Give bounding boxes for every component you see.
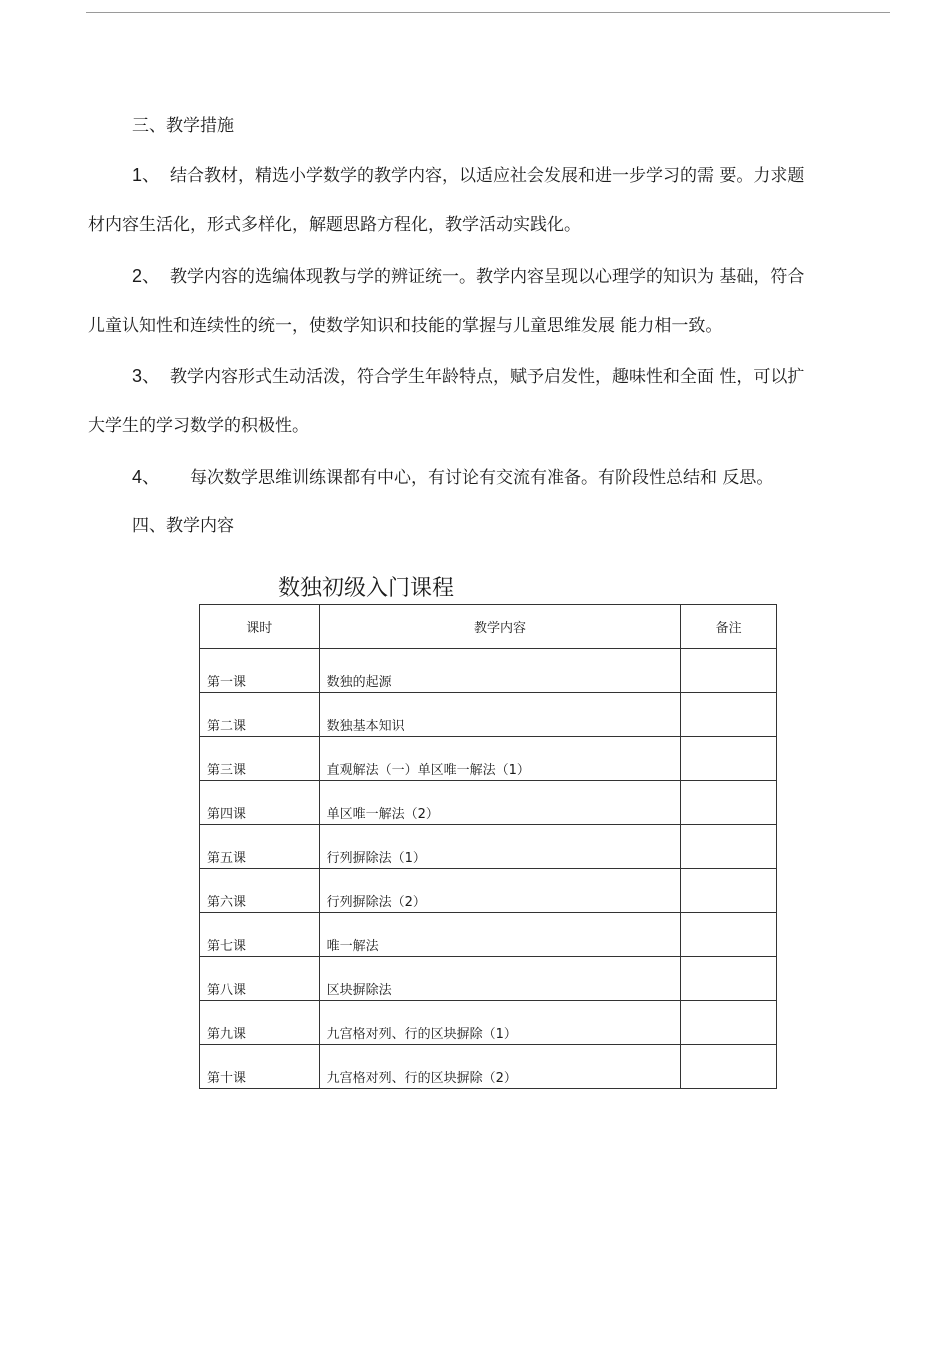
table-row xyxy=(200,1001,777,1045)
note-cell xyxy=(681,825,777,869)
column-header-content: 教学内容 xyxy=(319,605,681,649)
note-cell xyxy=(681,913,777,957)
measure-item-1-line-2: 材内容生活化，形式多样化，解题思路方程化，教学活动实践化。 xyxy=(88,215,581,235)
course-table xyxy=(199,604,777,1089)
lesson-cell: 第五课 xyxy=(200,825,320,869)
table-row xyxy=(200,1045,777,1089)
table-row xyxy=(200,649,777,693)
lesson-cell: 第六课 xyxy=(200,869,320,913)
item-text: 结合教材，精选小学数学的教学内容，以适应社会发展和进一步学习的需 要。力求题 xyxy=(170,166,805,186)
content-cell: 单区唯一解法（2） xyxy=(319,781,681,825)
note-cell xyxy=(681,957,777,1001)
lesson-cell: 第十课 xyxy=(200,1045,320,1089)
lesson-cell: 第八课 xyxy=(200,957,320,1001)
section-heading-measures: 三、教学措施 xyxy=(132,116,234,136)
table-title: 数独初级入门课程 xyxy=(278,576,455,601)
table-row xyxy=(200,825,777,869)
note-cell xyxy=(681,693,777,737)
lesson-cell: 第九课 xyxy=(200,1001,320,1045)
table-row xyxy=(200,869,777,913)
lesson-cell: 第四课 xyxy=(200,781,320,825)
measure-item-2-line-1 xyxy=(88,264,888,288)
item-number: 3、 xyxy=(132,366,161,386)
note-cell xyxy=(681,1001,777,1045)
lesson-cell: 第三课 xyxy=(200,737,320,781)
item-number: 4、 xyxy=(132,467,161,487)
table-row xyxy=(200,737,777,781)
content-cell: 唯一解法 xyxy=(319,913,681,957)
measure-item-3 xyxy=(88,364,888,438)
measure-item-3-line-1 xyxy=(88,364,888,388)
item-text: 教学内容的选编体现教与学的辨证统一。教学内容呈现以心理学的知识为 基础，符合 xyxy=(170,267,805,287)
note-cell xyxy=(681,781,777,825)
lesson-cell: 第二课 xyxy=(200,693,320,737)
content-cell: 九宫格对列、行的区块摒除（1） xyxy=(319,1001,681,1045)
content-cell: 直观解法（一）单区唯一解法（1） xyxy=(319,737,681,781)
table-row xyxy=(200,913,777,957)
measure-item-4 xyxy=(88,465,888,489)
table-row xyxy=(200,693,777,737)
item-text: 每次数学思维训练课都有中心，有讨论有交流有准备。有阶段性总结和 反思。 xyxy=(190,468,774,488)
content-cell: 行列摒除法（2） xyxy=(319,869,681,913)
header-rule xyxy=(86,12,890,13)
measure-item-2-line-2: 儿童认知性和连续性的统一，使数学知识和技能的掌握与儿童思维发展 能力相一致。 xyxy=(88,316,723,336)
note-cell xyxy=(681,649,777,693)
measure-item-3-line-2: 大学生的学习数学的积极性。 xyxy=(88,416,309,436)
item-text: 教学内容形式生动活泼，符合学生年龄特点，赋予启发性，趣味性和全面 性，可以扩 xyxy=(170,367,805,387)
note-cell xyxy=(681,869,777,913)
measure-item-1-line-1 xyxy=(88,163,888,187)
measure-item-1 xyxy=(88,163,888,237)
column-header-note: 备注 xyxy=(681,605,777,649)
content-cell: 数独基本知识 xyxy=(319,693,681,737)
lesson-cell: 第七课 xyxy=(200,913,320,957)
item-number: 2、 xyxy=(132,266,161,286)
content-cell: 区块摒除法 xyxy=(319,957,681,1001)
note-cell xyxy=(681,737,777,781)
lesson-cell: 第一课 xyxy=(200,649,320,693)
content-cell: 行列摒除法（1） xyxy=(319,825,681,869)
table-header-row xyxy=(200,605,777,649)
column-header-lesson: 课时 xyxy=(200,605,320,649)
measure-item-2 xyxy=(88,264,888,338)
table-row xyxy=(200,957,777,1001)
table-row xyxy=(200,781,777,825)
note-cell xyxy=(681,1045,777,1089)
measure-item-4-line-1 xyxy=(88,465,888,489)
content-cell: 数独的起源 xyxy=(319,649,681,693)
section-heading-content: 四、教学内容 xyxy=(132,516,234,536)
content-cell: 九宫格对列、行的区块摒除（2） xyxy=(319,1045,681,1089)
item-number: 1、 xyxy=(132,165,161,185)
